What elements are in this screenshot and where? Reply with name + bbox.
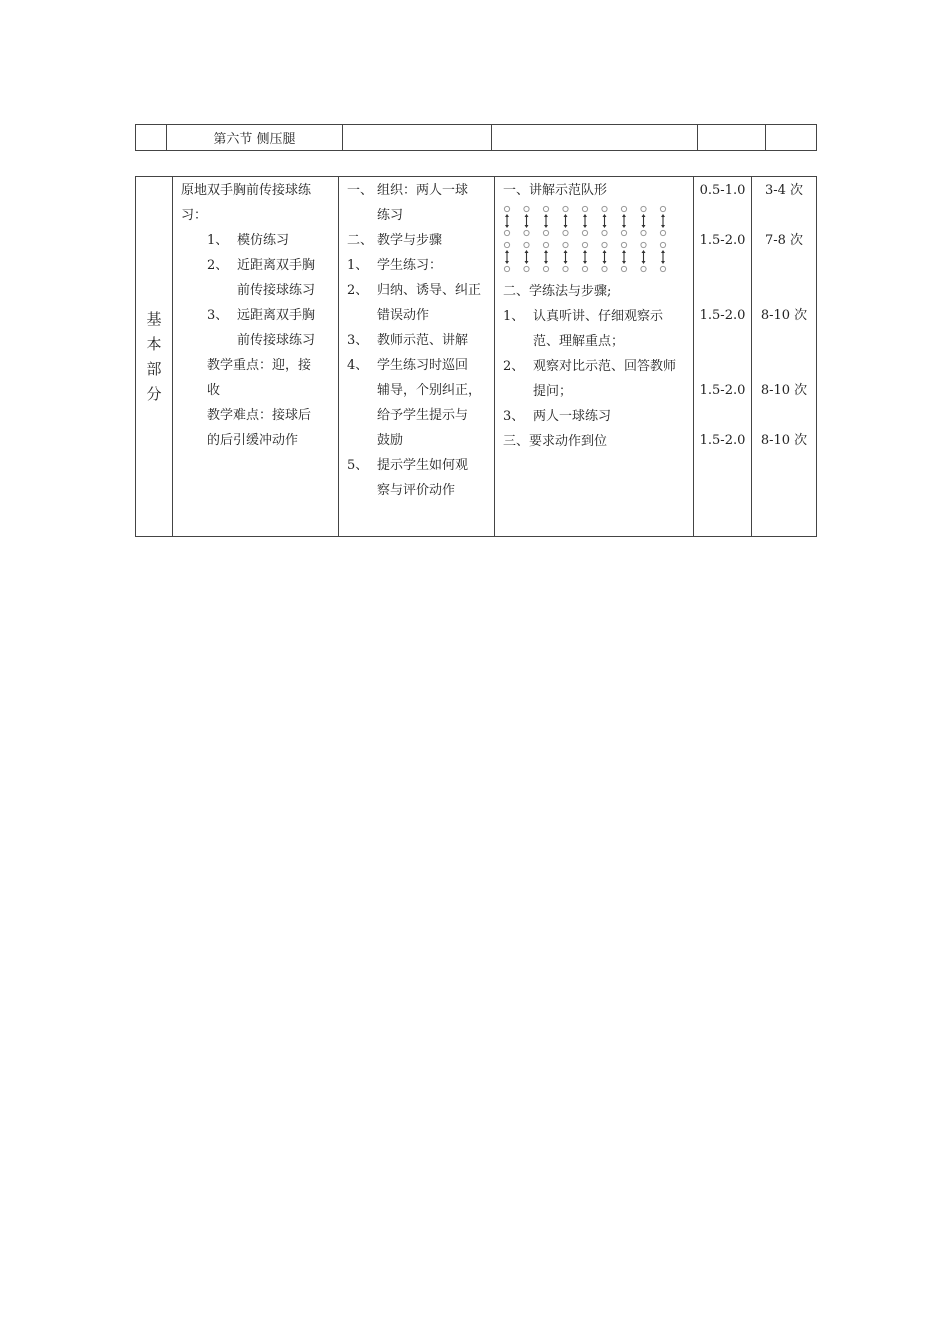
section-label-char: 部	[146, 359, 162, 378]
student-marker	[543, 206, 548, 211]
student-marker	[621, 206, 626, 211]
student-marker	[660, 242, 665, 247]
teacher-item: 3、 教师示范、讲解	[347, 333, 469, 348]
arrow-head	[505, 214, 509, 217]
arrow-head	[622, 214, 626, 217]
student-marker	[602, 206, 607, 211]
arrow-head	[642, 225, 646, 228]
time-value: 1.5-2.0	[699, 383, 746, 398]
arrow-head	[661, 250, 665, 253]
arrow-head	[622, 225, 626, 228]
arrow-head	[564, 214, 568, 217]
arrow-head	[505, 225, 509, 228]
top-cell-3	[343, 125, 492, 151]
student-marker	[504, 206, 509, 211]
time-value: 1.5-2.0	[699, 433, 746, 448]
student-marker	[641, 266, 646, 271]
content-item: 3、 远距离双手胸 前传接球练习	[207, 308, 316, 348]
reps-value: 3-4 次	[764, 183, 804, 198]
arrow-head	[622, 250, 626, 253]
student-heading-formation: 一、讲解示范队形	[503, 183, 608, 198]
arrow-head	[583, 214, 587, 217]
teaching-difficulty-cont: 的后引缓冲动作	[207, 433, 299, 448]
formation-diagram	[503, 205, 689, 273]
arrow-head	[505, 250, 509, 253]
arrow-head	[661, 214, 665, 217]
arrow-head	[642, 214, 646, 217]
student-marker	[660, 206, 665, 211]
header-row-table	[135, 124, 817, 151]
student-item: 2、 观察对比示范、回答教师 提问；	[503, 359, 677, 399]
reps-value: 7-8 次	[764, 233, 804, 248]
arrow-head	[583, 261, 587, 264]
student-marker	[602, 242, 607, 247]
arrow-head	[525, 225, 529, 228]
teaching-key-point-cont: 收	[207, 383, 221, 398]
student-marker	[641, 206, 646, 211]
top-cell-5	[698, 125, 766, 151]
student-marker	[660, 266, 665, 271]
arrow-head	[642, 261, 646, 264]
formation-svg	[503, 205, 673, 273]
teacher-item: 4、 学生练习时巡回 辅导，个别纠正， 给予学生提示与 鼓励	[347, 358, 482, 448]
student-marker	[524, 242, 529, 247]
arrow-head	[564, 261, 568, 264]
arrow-head	[544, 214, 548, 217]
student-activity-cell	[495, 177, 694, 537]
arrow-head	[564, 250, 568, 253]
section-label-cell	[136, 177, 173, 537]
section-title-cell: 第六节 侧压腿	[167, 125, 343, 151]
arrow-head	[583, 225, 587, 228]
arrow-head	[622, 261, 626, 264]
teaching-difficulty: 教学难点：接球后	[207, 408, 312, 423]
student-marker	[621, 266, 626, 271]
content-intro: 原地双手胸前传接球练	[181, 183, 312, 198]
student-marker	[563, 230, 568, 235]
student-marker	[543, 242, 548, 247]
arrow-head	[603, 250, 607, 253]
section-label-char: 基	[146, 309, 162, 328]
student-item: 3、 两人一球练习	[503, 409, 612, 424]
student-marker	[504, 266, 509, 271]
student-heading-requirement: 三、要求动作到位	[503, 434, 608, 449]
top-cell-1	[136, 125, 167, 151]
student-marker	[563, 206, 568, 211]
reps-value: 8-10 次	[760, 433, 808, 448]
arrow-head	[525, 214, 529, 217]
student-marker	[582, 266, 587, 271]
arrow-head	[661, 225, 665, 228]
arrow-head	[642, 250, 646, 253]
student-marker	[563, 266, 568, 271]
arrow-head	[603, 214, 607, 217]
student-marker	[563, 242, 568, 247]
reps-cell	[752, 177, 817, 537]
top-cell-6	[766, 125, 817, 151]
student-marker	[621, 230, 626, 235]
student-marker	[543, 230, 548, 235]
arrow-head	[525, 261, 529, 264]
arrow-head	[661, 261, 665, 264]
teacher-item: 一、 组织：两人一球 练习	[347, 183, 469, 223]
student-marker	[504, 230, 509, 235]
student-marker	[582, 230, 587, 235]
reps-value: 8-10 次	[760, 308, 808, 323]
student-marker	[504, 242, 509, 247]
student-marker	[621, 242, 626, 247]
student-marker	[660, 230, 665, 235]
content-intro-cont: 习：	[181, 208, 208, 223]
student-marker	[543, 266, 548, 271]
teacher-item: 2、 归纳、诱导、纠正 错误动作	[347, 283, 482, 323]
arrow-head	[603, 225, 607, 228]
arrow-head	[505, 261, 509, 264]
lesson-plan-table	[135, 176, 817, 537]
student-marker	[602, 230, 607, 235]
student-marker	[641, 242, 646, 247]
time-cell	[694, 177, 752, 537]
reps-value: 8-10 次	[760, 383, 808, 398]
content-item: 1、 模仿练习	[207, 233, 290, 248]
student-marker	[524, 206, 529, 211]
section-label-char: 本	[146, 334, 162, 353]
teacher-item: 1、 学生练习：	[347, 258, 443, 273]
teacher-item: 二、 教学与步骤	[347, 233, 443, 248]
arrow-head	[564, 225, 568, 228]
arrow-head	[544, 250, 548, 253]
student-heading-methods: 二、学练法与步骤;	[503, 284, 612, 299]
time-value: 1.5-2.0	[699, 233, 746, 248]
student-marker	[582, 242, 587, 247]
top-cell-4	[492, 125, 698, 151]
student-marker	[641, 230, 646, 235]
student-marker	[602, 266, 607, 271]
time-value: 1.5-2.0	[699, 308, 746, 323]
student-marker	[524, 230, 529, 235]
arrow-head	[525, 250, 529, 253]
time-value: 0.5-1.0	[699, 183, 746, 198]
arrow-head	[583, 250, 587, 253]
teaching-key-point: 教学重点：迎，接	[207, 358, 312, 373]
student-marker	[582, 206, 587, 211]
arrow-head	[544, 261, 548, 264]
content-item: 2、 近距离双手胸 前传接球练习	[207, 258, 316, 298]
student-marker	[524, 266, 529, 271]
teacher-item: 5、 提示学生如何观 察与评价动作	[347, 458, 469, 498]
teacher-activity-cell	[339, 177, 495, 537]
content-cell	[173, 177, 339, 537]
arrow-head	[603, 261, 607, 264]
student-item: 1、 认真听讲、仔细观察示 范、理解重点；	[503, 309, 664, 349]
section-label-char: 分	[146, 384, 162, 403]
arrow-head	[544, 225, 548, 228]
